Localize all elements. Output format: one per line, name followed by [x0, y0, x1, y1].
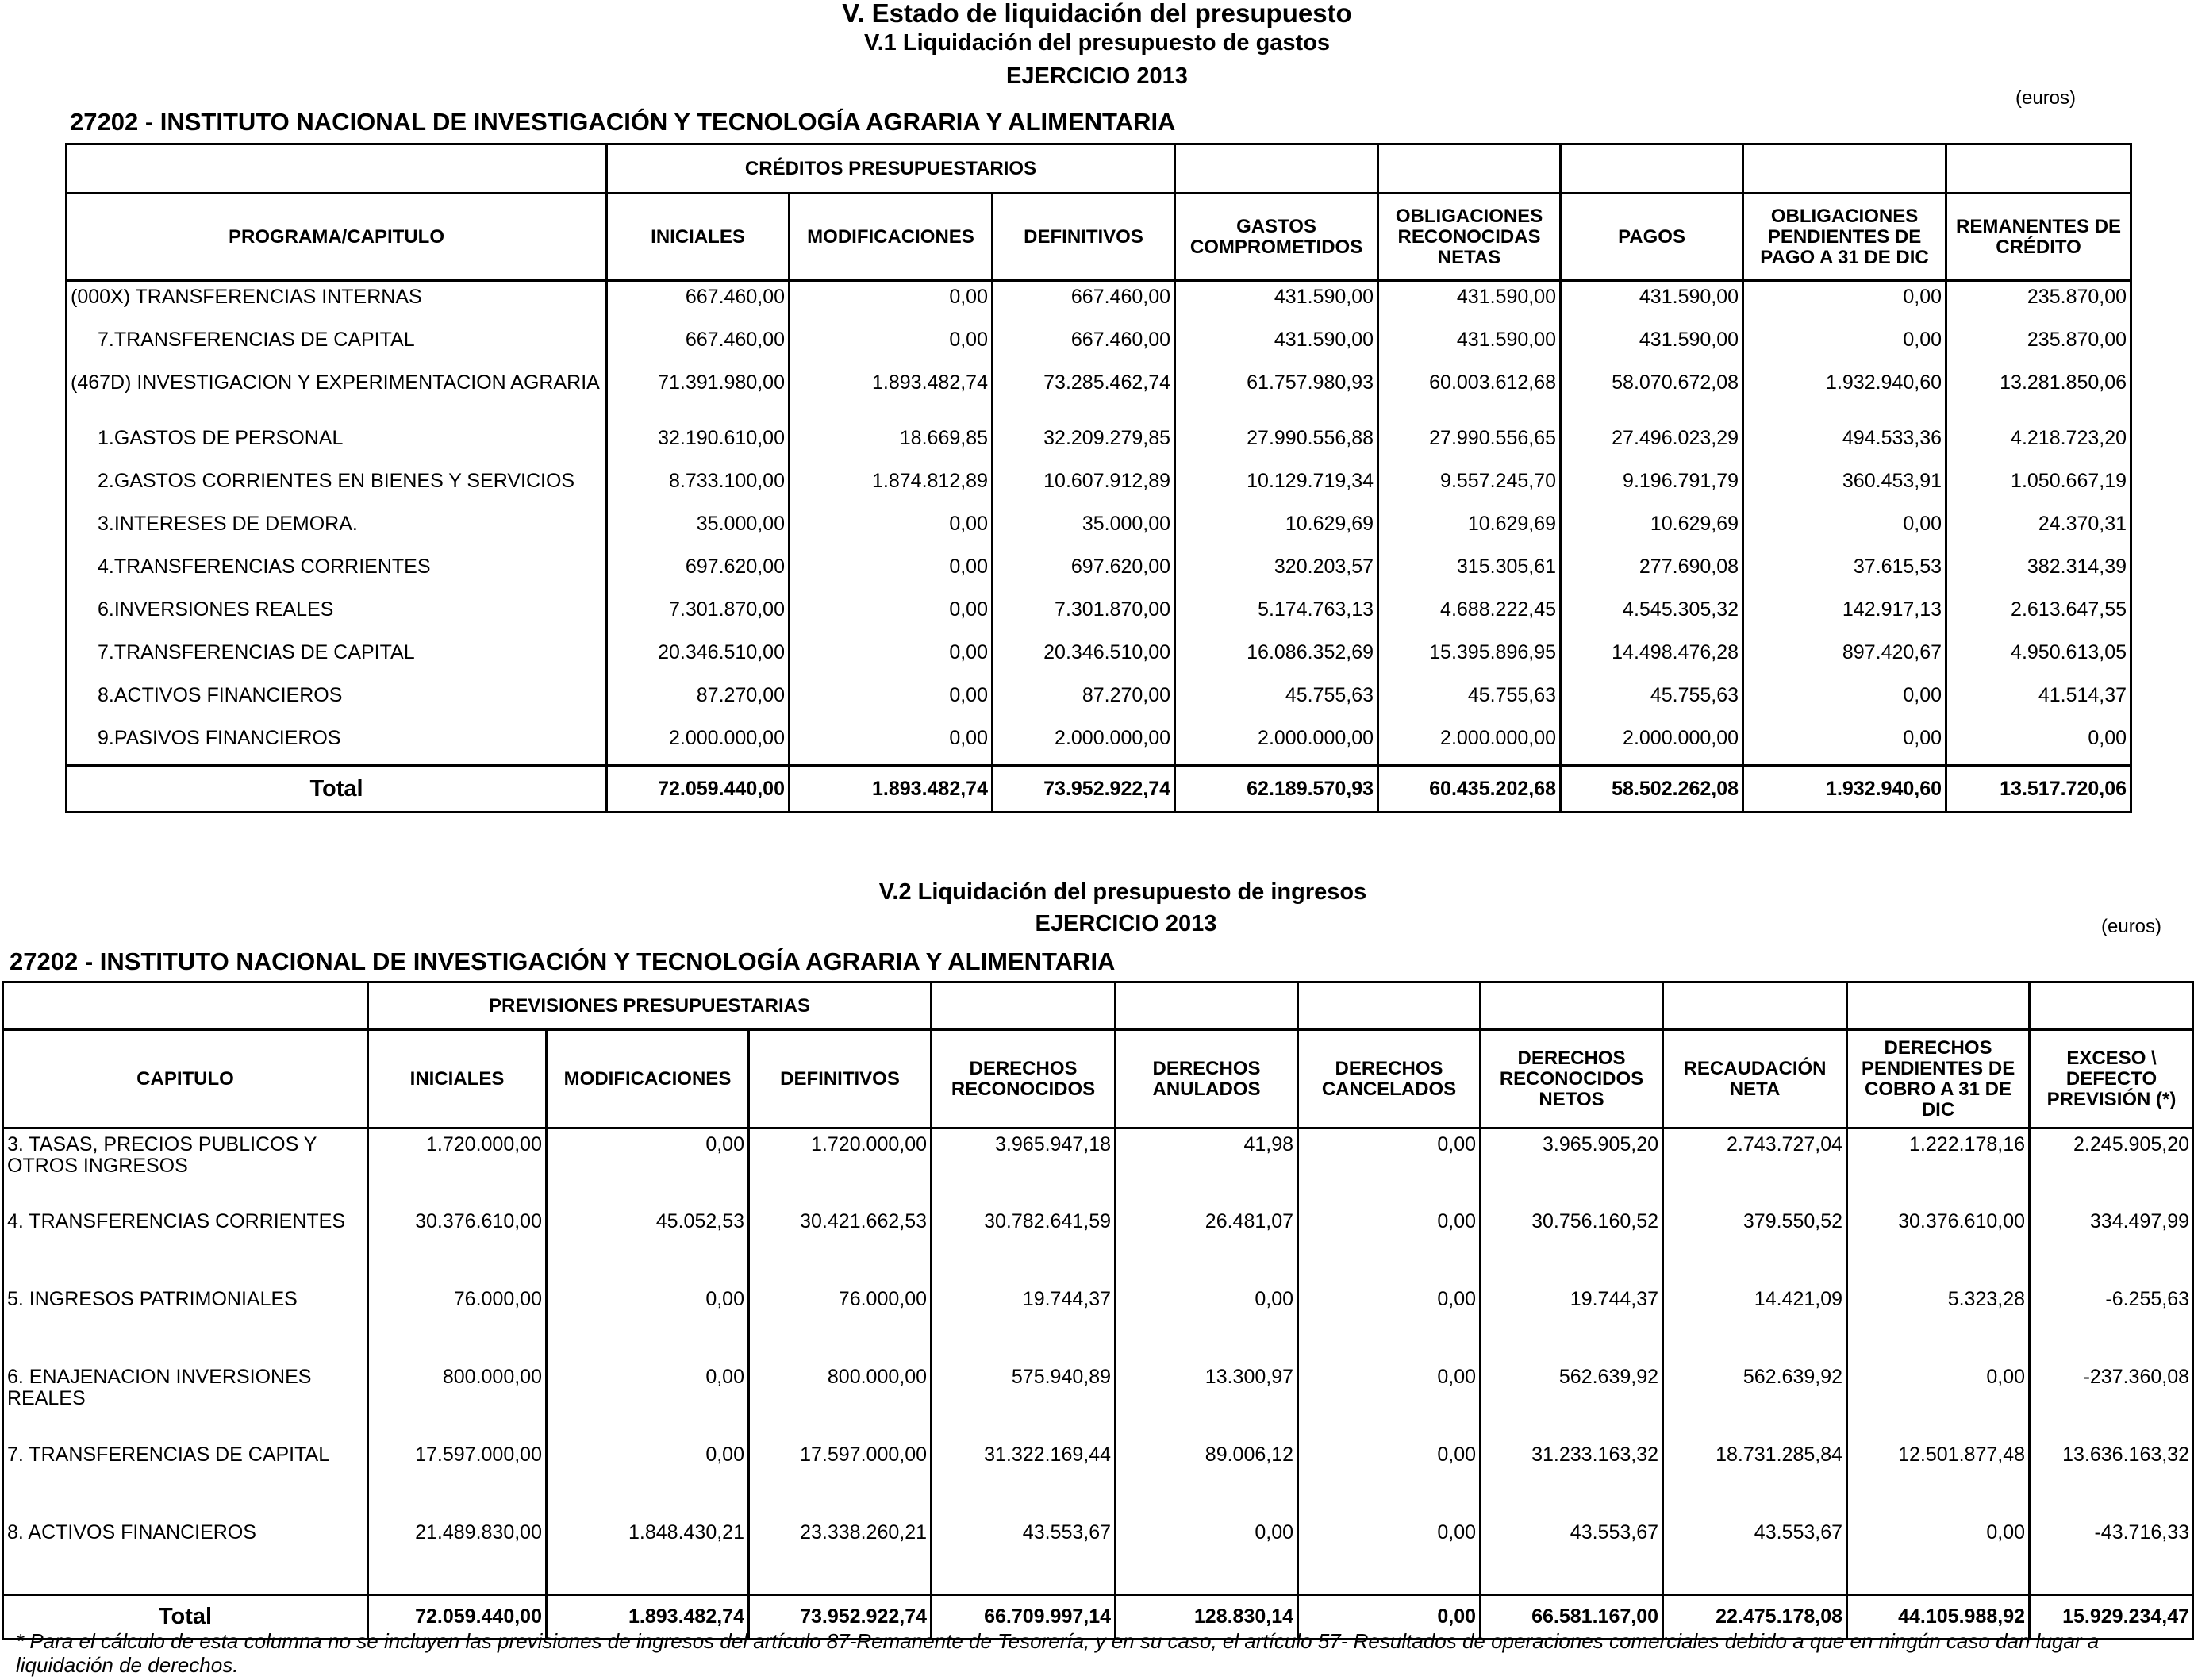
gastos-total-value: 1.932.940,60 — [1743, 766, 1946, 813]
ingresos-total-value: 73.952.922,74 — [749, 1595, 932, 1640]
ingresos-cell-value: 19.744,37 — [1481, 1284, 1663, 1362]
ingresos-row — [3, 1206, 2194, 1284]
ingresos-entity: 27202 - INSTITUTO NACIONAL DE INVESTIGACIÓN Y TECNOLOGÍA AGRARIA Y ALIMENTARIA — [10, 948, 1116, 975]
gastos-row — [67, 367, 2131, 423]
ingresos-row-label: 5. INGRESOS PATRIMONIALES — [3, 1284, 368, 1362]
ingresos-cell-value: 26.481,07 — [1116, 1206, 1298, 1284]
gastos-total-value: 60.435.202,68 — [1378, 766, 1561, 813]
gastos-cell-value: 60.003.612,68 — [1378, 367, 1561, 423]
ingresos-total-value: 128.830,14 — [1116, 1595, 1298, 1640]
gastos-cell-value: 360.453,91 — [1743, 466, 1946, 509]
gastos-group-header: CRÉDITOS PRESUPUESTARIOS — [607, 144, 1175, 194]
gastos-cell-value: 4.545.305,32 — [1561, 594, 1743, 637]
gastos-cell-value: 0,00 — [1743, 723, 1946, 766]
gastos-cell-value: 431.590,00 — [1378, 281, 1561, 325]
ingresos-row — [3, 1517, 2194, 1595]
gastos-cell-value: 27.990.556,65 — [1378, 423, 1561, 466]
gastos-cell-value: 20.346.510,00 — [993, 637, 1175, 680]
gastos-cell-value: 0,00 — [790, 637, 993, 680]
ingresos-cell-value: 562.639,92 — [1481, 1362, 1663, 1440]
gastos-empty-header — [1175, 144, 1378, 194]
gastos-entity: 27202 - INSTITUTO NACIONAL DE INVESTIGACIÓN Y TECNOLOGÍA AGRARIA Y ALIMENTARIA — [70, 108, 1176, 136]
ingresos-empty-header — [1116, 982, 1298, 1030]
gastos-cell-value: 5.174.763,13 — [1175, 594, 1378, 637]
gastos-cell-value: 10.129.719,34 — [1175, 466, 1378, 509]
ingresos-cell-value: 76.000,00 — [368, 1284, 547, 1362]
ingresos-cell-value: 89.006,12 — [1116, 1440, 1298, 1517]
gastos-cell-value: 2.000.000,00 — [1561, 723, 1743, 766]
gastos-cell-value: 431.590,00 — [1561, 325, 1743, 367]
ingresos-cell-value: 43.553,67 — [1481, 1517, 1663, 1595]
ingresos-empty-header — [932, 982, 1116, 1030]
gastos-column-header: OBLIGACIONES RECONOCIDAS NETAS — [1378, 194, 1561, 281]
ingresos-cell-value: 12.501.877,48 — [1847, 1440, 2030, 1517]
gastos-total-value: 58.502.262,08 — [1561, 766, 1743, 813]
gastos-cell-value: 667.460,00 — [993, 325, 1175, 367]
ingresos-subtitle: V.2 Liquidación del presupuesto de ingresos — [878, 879, 1367, 905]
gastos-column-header: PROGRAMA/CAPITULO — [67, 194, 607, 281]
gastos-cell-value: 18.669,85 — [790, 423, 993, 466]
gastos-row — [67, 281, 2131, 325]
gastos-cell-value: 35.000,00 — [607, 509, 790, 552]
ingresos-row — [3, 1128, 2194, 1206]
ingresos-row-label: 8. ACTIVOS FINANCIEROS — [3, 1517, 368, 1595]
ingresos-empty-header — [2030, 982, 2194, 1030]
ingresos-cell-value: 0,00 — [1298, 1362, 1481, 1440]
gastos-corner — [67, 144, 607, 194]
gastos-cell-value: 71.391.980,00 — [607, 367, 790, 423]
ingresos-row — [3, 1362, 2194, 1440]
ingresos-total-value: 44.105.988,92 — [1847, 1595, 2030, 1640]
gastos-cell-value: 10.629,69 — [1561, 509, 1743, 552]
ingresos-cell-value: 2.743.727,04 — [1663, 1128, 1847, 1206]
ingresos-cell-value: 2.245.905,20 — [2030, 1128, 2194, 1206]
gastos-cell-value: 14.498.476,28 — [1561, 637, 1743, 680]
gastos-cell-value: 15.395.896,95 — [1378, 637, 1561, 680]
ingresos-column-header: DEFINITIVOS — [749, 1030, 932, 1128]
ingresos-cell-value: 31.322.169,44 — [932, 1440, 1116, 1517]
gastos-cell-value: 1.874.812,89 — [790, 466, 993, 509]
ingresos-cell-value: 0,00 — [547, 1362, 749, 1440]
ingresos-cell-value: 3.965.947,18 — [932, 1128, 1116, 1206]
gastos-cell-value: 13.281.850,06 — [1946, 367, 2131, 423]
gastos-cell-value: 1.893.482,74 — [790, 367, 993, 423]
ingresos-cell-value: 1.222.178,16 — [1847, 1128, 2030, 1206]
gastos-cell-value: 45.755,63 — [1175, 680, 1378, 723]
ingresos-column-header: DERECHOS RECONOCIDOS — [932, 1030, 1116, 1128]
gastos-row-label: 2.GASTOS CORRIENTES EN BIENES Y SERVICIOS — [67, 466, 607, 509]
ingresos-cell-value: 41,98 — [1116, 1128, 1298, 1206]
ingresos-column-header: MODIFICACIONES — [547, 1030, 749, 1128]
gastos-cell-value: 0,00 — [1743, 509, 1946, 552]
gastos-row-label: 7.TRANSFERENCIAS DE CAPITAL — [67, 325, 607, 367]
gastos-cell-value: 4.688.222,45 — [1378, 594, 1561, 637]
gastos-column-header: MODIFICACIONES — [790, 194, 993, 281]
ingresos-cell-value: 0,00 — [1298, 1128, 1481, 1206]
gastos-cell-value: 2.000.000,00 — [993, 723, 1175, 766]
ingresos-cell-value: 0,00 — [1298, 1284, 1481, 1362]
ingresos-empty-header — [1298, 982, 1481, 1030]
ingresos-empty-header — [1663, 982, 1847, 1030]
ingresos-total-value: 15.929.234,47 — [2030, 1595, 2194, 1640]
gastos-row-label: 8.ACTIVOS FINANCIEROS — [67, 680, 607, 723]
ingresos-cell-value: 23.338.260,21 — [749, 1517, 932, 1595]
gastos-row-label: (000X) TRANSFERENCIAS INTERNAS — [67, 281, 607, 325]
gastos-row — [67, 509, 2131, 552]
gastos-column-header: INICIALES — [607, 194, 790, 281]
ingresos-cell-value: 76.000,00 — [749, 1284, 932, 1362]
gastos-cell-value: 0,00 — [1743, 325, 1946, 367]
ingresos-corner — [3, 982, 368, 1030]
ingresos-column-header: DERECHOS CANCELADOS — [1298, 1030, 1481, 1128]
gastos-cell-value: 45.755,63 — [1378, 680, 1561, 723]
ingresos-row-label: 7. TRANSFERENCIAS DE CAPITAL — [3, 1440, 368, 1517]
gastos-cell-value: 431.590,00 — [1175, 325, 1378, 367]
gastos-cell-value: 7.301.870,00 — [993, 594, 1175, 637]
gastos-empty-header — [1378, 144, 1561, 194]
gastos-row — [67, 466, 2131, 509]
gastos-cell-value: 315.305,61 — [1378, 552, 1561, 594]
gastos-cell-value: 10.629,69 — [1175, 509, 1378, 552]
ingresos-total-value: 72.059.440,00 — [368, 1595, 547, 1640]
ingresos-cell-value: 14.421,09 — [1663, 1284, 1847, 1362]
gastos-empty-header — [1561, 144, 1743, 194]
gastos-cell-value: 320.203,57 — [1175, 552, 1378, 594]
ingresos-cell-value: 18.731.285,84 — [1663, 1440, 1847, 1517]
ingresos-cell-value: 43.553,67 — [1663, 1517, 1847, 1595]
ingresos-cell-value: 30.421.662,53 — [749, 1206, 932, 1284]
gastos-cell-value: 1.050.667,19 — [1946, 466, 2131, 509]
ingresos-empty-header — [1847, 982, 2030, 1030]
gastos-row — [67, 423, 2131, 466]
footnote: * Para el cálculo de esta columna no se incluyen las previsiones de ingresos del artículo 87-Remanente de Tesorería, y en su caso, el artículo 57- Resultados de operaciones comerciales debido a que en ningún caso dan lugar a liquidación de derechos. — [16, 1629, 2100, 1677]
gastos-cell-value: 0,00 — [1743, 281, 1946, 325]
ingresos-total-value: 66.709.997,14 — [932, 1595, 1116, 1640]
gastos-cell-value: 41.514,37 — [1946, 680, 2131, 723]
ingresos-column-header: DERECHOS ANULADOS — [1116, 1030, 1298, 1128]
gastos-cell-value: 1.932.940,60 — [1743, 367, 1946, 423]
ingresos-column-header: EXCESO \ DEFECTO PREVISIÓN (*) — [2030, 1030, 2194, 1128]
ingresos-cell-value: 30.376.610,00 — [1847, 1206, 2030, 1284]
gastos-column-header: GASTOS COMPROMETIDOS — [1175, 194, 1378, 281]
page-title: V. Estado de liquidación del presupuesto — [842, 0, 1352, 28]
gastos-cell-value: 2.000.000,00 — [607, 723, 790, 766]
gastos-column-header: OBLIGACIONES PENDIENTES DE PAGO A 31 DE DIC — [1743, 194, 1946, 281]
ingresos-group-header: PREVISIONES PRESUPUESTARIAS — [368, 982, 932, 1030]
ingresos-cell-value: 562.639,92 — [1663, 1362, 1847, 1440]
gastos-cell-value: 0,00 — [790, 325, 993, 367]
gastos-cell-value: 0,00 — [1946, 723, 2131, 766]
ingresos-row — [3, 1440, 2194, 1517]
gastos-row-label: 6.INVERSIONES REALES — [67, 594, 607, 637]
ingresos-cell-value: 43.553,67 — [932, 1517, 1116, 1595]
gastos-total-value: 73.952.922,74 — [993, 766, 1175, 813]
ingresos-row — [3, 1284, 2194, 1362]
gastos-cell-value: 697.620,00 — [993, 552, 1175, 594]
gastos-total-value: 72.059.440,00 — [607, 766, 790, 813]
ingresos-cell-value: 17.597.000,00 — [368, 1440, 547, 1517]
ingresos-empty-header — [1481, 982, 1663, 1030]
ingresos-cell-value: 1.720.000,00 — [749, 1128, 932, 1206]
ingresos-ejercicio: EJERCICIO 2013 — [1035, 911, 1217, 936]
gastos-row — [67, 325, 2131, 367]
ingresos-cell-value: 30.756.160,52 — [1481, 1206, 1663, 1284]
ingresos-row-label: 6. ENAJENACION INVERSIONES REALES — [3, 1362, 368, 1440]
gastos-cell-value: 0,00 — [790, 723, 993, 766]
gastos-cell-value: 27.990.556,88 — [1175, 423, 1378, 466]
ingresos-column-header: DERECHOS RECONOCIDOS NETOS — [1481, 1030, 1663, 1128]
ingresos-cell-value: 1.848.430,21 — [547, 1517, 749, 1595]
gastos-row — [67, 680, 2131, 723]
gastos-cell-value: 667.460,00 — [607, 325, 790, 367]
ingresos-cell-value: 1.720.000,00 — [368, 1128, 547, 1206]
gastos-column-header: PAGOS — [1561, 194, 1743, 281]
ingresos-cell-value: -6.255,63 — [2030, 1284, 2194, 1362]
gastos-row — [67, 594, 2131, 637]
ingresos-cell-value: 3.965.905,20 — [1481, 1128, 1663, 1206]
gastos-cell-value: 73.285.462,74 — [993, 367, 1175, 423]
ingresos-cell-value: 13.636.163,32 — [2030, 1440, 2194, 1517]
ingresos-cell-value: 0,00 — [1116, 1517, 1298, 1595]
gastos-cell-value: 32.209.279,85 — [993, 423, 1175, 466]
ingresos-cell-value: 0,00 — [547, 1440, 749, 1517]
ingresos-cell-value: 0,00 — [1298, 1440, 1481, 1517]
gastos-cell-value: 382.314,39 — [1946, 552, 2131, 594]
gastos-cell-value: 2.000.000,00 — [1175, 723, 1378, 766]
gastos-cell-value: 7.301.870,00 — [607, 594, 790, 637]
gastos-total-label: Total — [67, 766, 607, 813]
gastos-cell-value: 37.615,53 — [1743, 552, 1946, 594]
gastos-column-header: REMANENTES DE CRÉDITO — [1946, 194, 2131, 281]
gastos-ejercicio: EJERCICIO 2013 — [1006, 63, 1188, 89]
gastos-empty-header — [1743, 144, 1946, 194]
gastos-cell-value: 431.590,00 — [1175, 281, 1378, 325]
gastos-cell-value: 494.533,36 — [1743, 423, 1946, 466]
ingresos-cell-value: 0,00 — [547, 1128, 749, 1206]
ingresos-column-header: CAPITULO — [3, 1030, 368, 1128]
ingresos-column-header: DERECHOS PENDIENTES DE COBRO A 31 DE DIC — [1847, 1030, 2030, 1128]
ingresos-cell-value: -237.360,08 — [2030, 1362, 2194, 1440]
gastos-cell-value: 9.196.791,79 — [1561, 466, 1743, 509]
gastos-row — [67, 723, 2131, 766]
gastos-cell-value: 8.733.100,00 — [607, 466, 790, 509]
gastos-row — [67, 637, 2131, 680]
gastos-cell-value: 0,00 — [790, 281, 993, 325]
gastos-total-value: 62.189.570,93 — [1175, 766, 1378, 813]
ingresos-cell-value: 800.000,00 — [749, 1362, 932, 1440]
ingresos-cell-value: 30.376.610,00 — [368, 1206, 547, 1284]
gastos-total-value: 1.893.482,74 — [790, 766, 993, 813]
gastos-cell-value: 667.460,00 — [993, 281, 1175, 325]
ingresos-cell-value: 379.550,52 — [1663, 1206, 1847, 1284]
gastos-cell-value: 4.950.613,05 — [1946, 637, 2131, 680]
gastos-cell-value: 4.218.723,20 — [1946, 423, 2131, 466]
gastos-row-label: 7.TRANSFERENCIAS DE CAPITAL — [67, 637, 607, 680]
gastos-table — [65, 143, 2132, 813]
gastos-cell-value: 27.496.023,29 — [1561, 423, 1743, 466]
gastos-empty-header — [1946, 144, 2131, 194]
ingresos-row-label: 4. TRANSFERENCIAS CORRIENTES — [3, 1206, 368, 1284]
gastos-subtitle: V.1 Liquidación del presupuesto de gastos — [863, 30, 1331, 56]
gastos-cell-value: 9.557.245,70 — [1378, 466, 1561, 509]
ingresos-cell-value: 31.233.163,32 — [1481, 1440, 1663, 1517]
gastos-cell-value: 35.000,00 — [993, 509, 1175, 552]
gastos-cell-value: 431.590,00 — [1561, 281, 1743, 325]
gastos-column-header: DEFINITIVOS — [993, 194, 1175, 281]
gastos-row-label: 4.TRANSFERENCIAS CORRIENTES — [67, 552, 607, 594]
ingresos-cell-value: 30.782.641,59 — [932, 1206, 1116, 1284]
ingresos-total-value: 1.893.482,74 — [547, 1595, 749, 1640]
gastos-cell-value: 10.629,69 — [1378, 509, 1561, 552]
ingresos-cell-value: 0,00 — [1116, 1284, 1298, 1362]
gastos-cell-value: 897.420,67 — [1743, 637, 1946, 680]
ingresos-cell-value: 19.744,37 — [932, 1284, 1116, 1362]
ingresos-cell-value: 0,00 — [1847, 1517, 2030, 1595]
gastos-cell-value: 235.870,00 — [1946, 325, 2131, 367]
ingresos-total-value: 22.475.178,08 — [1663, 1595, 1847, 1640]
gastos-cell-value: 235.870,00 — [1946, 281, 2131, 325]
gastos-cell-value: 0,00 — [790, 552, 993, 594]
ingresos-cell-value: 17.597.000,00 — [749, 1440, 932, 1517]
gastos-cell-value: 0,00 — [790, 509, 993, 552]
ingresos-cell-value: 0,00 — [547, 1284, 749, 1362]
gastos-cell-value: 0,00 — [790, 594, 993, 637]
ingresos-cell-value: -43.716,33 — [2030, 1517, 2194, 1595]
gastos-cell-value: 61.757.980,93 — [1175, 367, 1378, 423]
ingresos-total-value: 0,00 — [1298, 1595, 1481, 1640]
ingresos-column-header: INICIALES — [368, 1030, 547, 1128]
ingresos-cell-value: 13.300,97 — [1116, 1362, 1298, 1440]
ingresos-total-label: Total — [3, 1595, 368, 1640]
gastos-cell-value: 87.270,00 — [607, 680, 790, 723]
gastos-cell-value: 142.917,13 — [1743, 594, 1946, 637]
gastos-units: (euros) — [2015, 87, 2077, 109]
gastos-row-label: 1.GASTOS DE PERSONAL — [67, 423, 607, 466]
gastos-row-label: (467D) INVESTIGACION Y EXPERIMENTACION AGRARIA — [67, 367, 607, 423]
ingresos-column-header: RECAUDACIÓN NETA — [1663, 1030, 1847, 1128]
ingresos-cell-value: 0,00 — [1298, 1517, 1481, 1595]
gastos-row — [67, 552, 2131, 594]
gastos-cell-value: 87.270,00 — [993, 680, 1175, 723]
ingresos-total-value: 66.581.167,00 — [1481, 1595, 1663, 1640]
gastos-cell-value: 45.755,63 — [1561, 680, 1743, 723]
ingresos-cell-value: 0,00 — [1847, 1362, 2030, 1440]
gastos-cell-value: 277.690,08 — [1561, 552, 1743, 594]
gastos-cell-value: 667.460,00 — [607, 281, 790, 325]
gastos-cell-value: 16.086.352,69 — [1175, 637, 1378, 680]
gastos-cell-value: 20.346.510,00 — [607, 637, 790, 680]
gastos-cell-value: 0,00 — [790, 680, 993, 723]
ingresos-cell-value: 5.323,28 — [1847, 1284, 2030, 1362]
ingresos-row-label: 3. TASAS, PRECIOS PUBLICOS Y OTROS INGRESOS — [3, 1128, 368, 1206]
gastos-row-label: 3.INTERESES DE DEMORA. — [67, 509, 607, 552]
gastos-cell-value: 32.190.610,00 — [607, 423, 790, 466]
gastos-total-row — [67, 766, 2131, 813]
ingresos-units: (euros) — [2101, 916, 2162, 937]
gastos-row-label: 9.PASIVOS FINANCIEROS — [67, 723, 607, 766]
ingresos-cell-value: 334.497,99 — [2030, 1206, 2194, 1284]
ingresos-cell-value: 21.489.830,00 — [368, 1517, 547, 1595]
ingresos-table — [2, 981, 2194, 1640]
gastos-cell-value: 697.620,00 — [607, 552, 790, 594]
gastos-cell-value: 431.590,00 — [1378, 325, 1561, 367]
gastos-cell-value: 0,00 — [1743, 680, 1946, 723]
gastos-cell-value: 2.613.647,55 — [1946, 594, 2131, 637]
gastos-cell-value: 24.370,31 — [1946, 509, 2131, 552]
gastos-cell-value: 2.000.000,00 — [1378, 723, 1561, 766]
ingresos-cell-value: 0,00 — [1298, 1206, 1481, 1284]
ingresos-cell-value: 800.000,00 — [368, 1362, 547, 1440]
gastos-cell-value: 58.070.672,08 — [1561, 367, 1743, 423]
ingresos-cell-value: 575.940,89 — [932, 1362, 1116, 1440]
gastos-total-value: 13.517.720,06 — [1946, 766, 2131, 813]
ingresos-cell-value: 45.052,53 — [547, 1206, 749, 1284]
gastos-cell-value: 10.607.912,89 — [993, 466, 1175, 509]
